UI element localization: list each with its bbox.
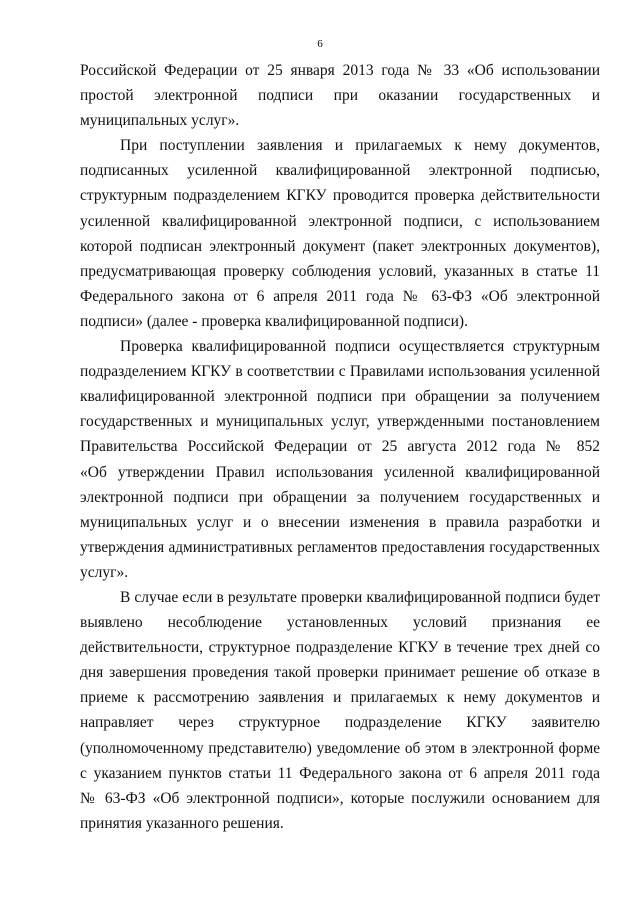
paragraph-refusal [80, 585, 600, 836]
text-line: принятия указанного решения. [80, 814, 284, 832]
text-line: При поступлении заявления и прилагаемых к нему документов, [120, 137, 600, 155]
text-line: подписи» (далее - проверка квалифицированной подписи). [80, 312, 468, 330]
paragraph-signed-documents [80, 133, 600, 334]
text-line: утверждения административных регламентов предоставления государственных [80, 538, 600, 556]
text-line: подразделением КГКУ в соответствии с Правилами использования усиленной [80, 363, 600, 381]
text-line: В случае если в результате проверки квалифицированной подписи будет [120, 588, 600, 606]
text-line: выявлено несоблюдение установленных условий признания ее [80, 614, 600, 632]
text-line: квалифицированной электронной подписи при обращении за получением [80, 388, 600, 406]
text-line: действительности, структурное подразделение КГКУ в течение трех дней со [80, 639, 600, 657]
text-line: приеме к рассмотрению заявления и прилагаемых к нему документов и [80, 689, 600, 707]
text-line: структурным подразделением КГКУ проводится проверка действительности [80, 187, 600, 205]
paragraph-continuation [80, 58, 600, 133]
text-line: направляет через структурное подразделение КГКУ заявителю [80, 714, 600, 732]
text-line: «Об утверждении Правил использования усиленной квалифицированной [80, 463, 600, 481]
text-line: Федерального закона от 6 апреля 2011 года № 63-ФЗ «Об электронной [80, 287, 600, 305]
page-number: 6 [317, 38, 323, 50]
text-line: усиленной квалифицированной электронной подписи, с использованием [80, 212, 600, 230]
text-line: муниципальных услуг и о внесении изменения в правила разработки и [80, 513, 600, 531]
text-line: государственных и муниципальных услуг, утвержденными постановлением [80, 413, 600, 431]
text-line: муниципальных услуг». [80, 112, 240, 130]
text-line: простой электронной подписи при оказании государственных и [80, 87, 600, 105]
text-line: электронной подписи при обращении за получением государственных и [80, 488, 600, 506]
text-line: подписанных усиленной квалифицированной электронной подписью, [80, 162, 600, 180]
document-body [80, 58, 600, 836]
paragraph-signature-check [80, 334, 600, 585]
text-line: предусматривающая проверку соблюдения условий, указанных в статье 11 [80, 262, 600, 280]
text-line: дня завершения проведения такой проверки принимает решение об отказе в [80, 664, 600, 682]
text-line: (уполномоченному представителю) уведомление об этом в электронной форме [80, 739, 600, 757]
text-line: № 63-ФЗ «Об электронной подписи», которые послужили основанием для [80, 789, 600, 807]
text-line: услуг». [80, 563, 129, 581]
text-line: которой подписан электронный документ (пакет электронных документов), [80, 237, 600, 255]
text-line: Проверка квалифицированной подписи осуществляется структурным [120, 338, 600, 356]
text-line: Российской Федерации от 25 января 2013 года № 33 «Об использовании [80, 62, 600, 79]
text-line: Правительства Российской Федерации от 25 августа 2012 года № 852 [80, 438, 600, 456]
text-line: с указанием пунктов статьи 11 Федерального закона от 6 апреля 2011 года [80, 764, 600, 782]
